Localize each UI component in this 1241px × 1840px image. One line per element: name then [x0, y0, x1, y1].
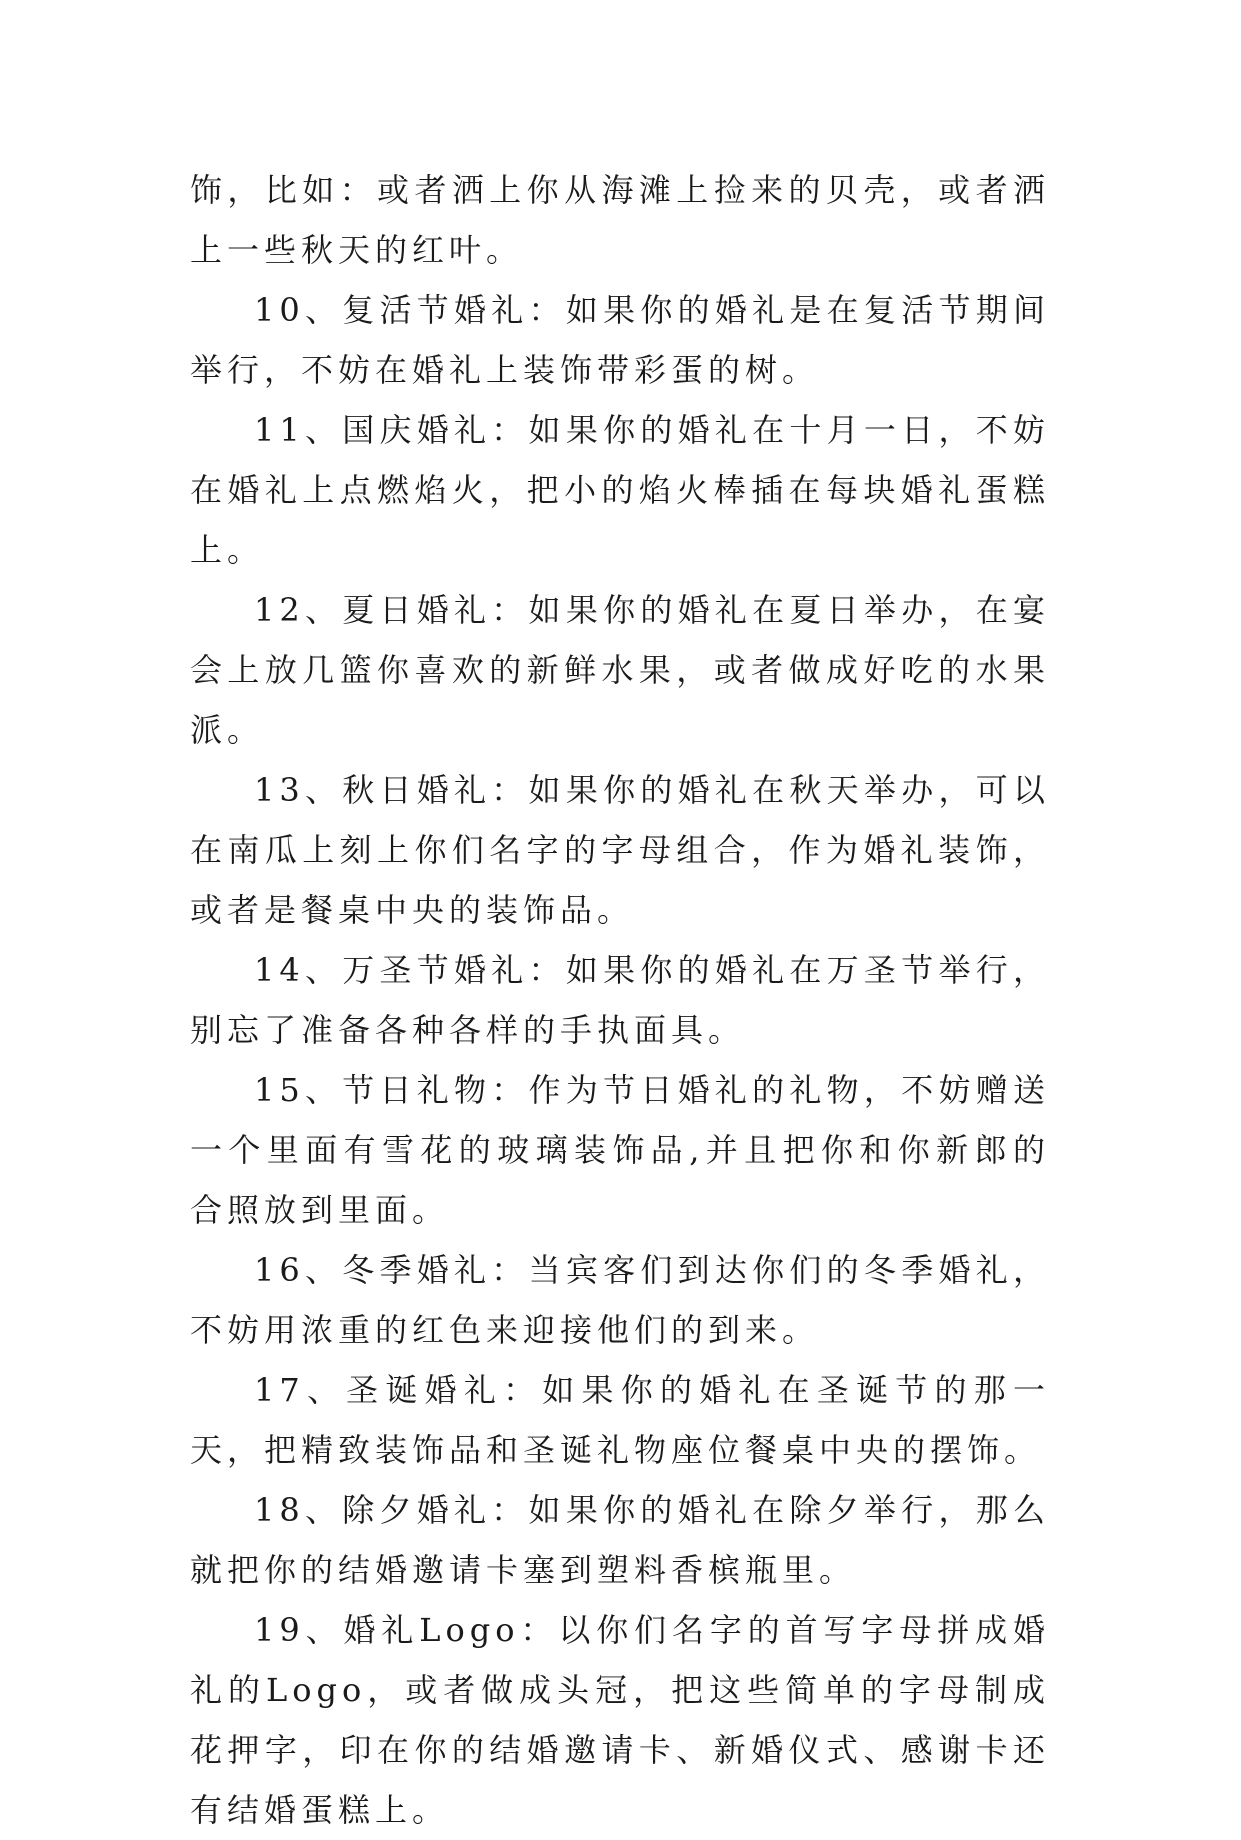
- paragraph-item-19: 19、婚礼Logo：以你们名字的首写字母拼成婚礼的Logo，或者做成头冠，把这些简单的字母制成花押字，印在你的结婚邀请卡、新婚仪式、感谢卡还有结婚蛋糕上。: [190, 1611, 1050, 1829]
- paragraph-item-11: 11、国庆婚礼：如果你的婚礼在十月一日，不妨在婚礼上点燃焰火，把小的焰火棒插在每块婚礼蛋糕上。: [190, 411, 1050, 569]
- paragraph-item-15: 15、节日礼物：作为节日婚礼的礼物，不妨赠送一个里面有雪花的玻璃装饰品,并且把你和你新郎的合照放到里面。: [190, 1071, 1050, 1229]
- document-body: [190, 160, 1050, 1840]
- paragraph-item-12: 12、夏日婚礼：如果你的婚礼在夏日举办，在宴会上放几篮你喜欢的新鲜水果，或者做成好吃的水果派。: [190, 591, 1050, 749]
- paragraph-item-14: 14、万圣节婚礼：如果你的婚礼在万圣节举行，别忘了准备各种各样的手执面具。: [190, 951, 1050, 1049]
- paragraph-item-10: 10、复活节婚礼：如果你的婚礼是在复活节期间举行，不妨在婚礼上装饰带彩蛋的树。: [190, 291, 1050, 389]
- paragraph-continuation: 饰，比如：或者洒上你从海滩上捡来的贝壳，或者洒上一些秋天的红叶。: [190, 171, 1050, 269]
- paragraph-item-17: 17、圣诞婚礼：如果你的婚礼在圣诞节的那一天，把精致装饰品和圣诞礼物座位餐桌中央的摆饰。: [190, 1371, 1050, 1469]
- paragraph-item-18: 18、除夕婚礼：如果你的婚礼在除夕举行，那么就把你的结婚邀请卡塞到塑料香槟瓶里。: [190, 1491, 1050, 1589]
- paragraph-item-16: 16、冬季婚礼：当宾客们到达你们的冬季婚礼，不妨用浓重的红色来迎接他们的到来。: [190, 1251, 1050, 1349]
- paragraph-item-13: 13、秋日婚礼：如果你的婚礼在秋天举办，可以在南瓜上刻上你们名字的字母组合，作为婚礼装饰，或者是餐桌中央的装饰品。: [190, 771, 1050, 929]
